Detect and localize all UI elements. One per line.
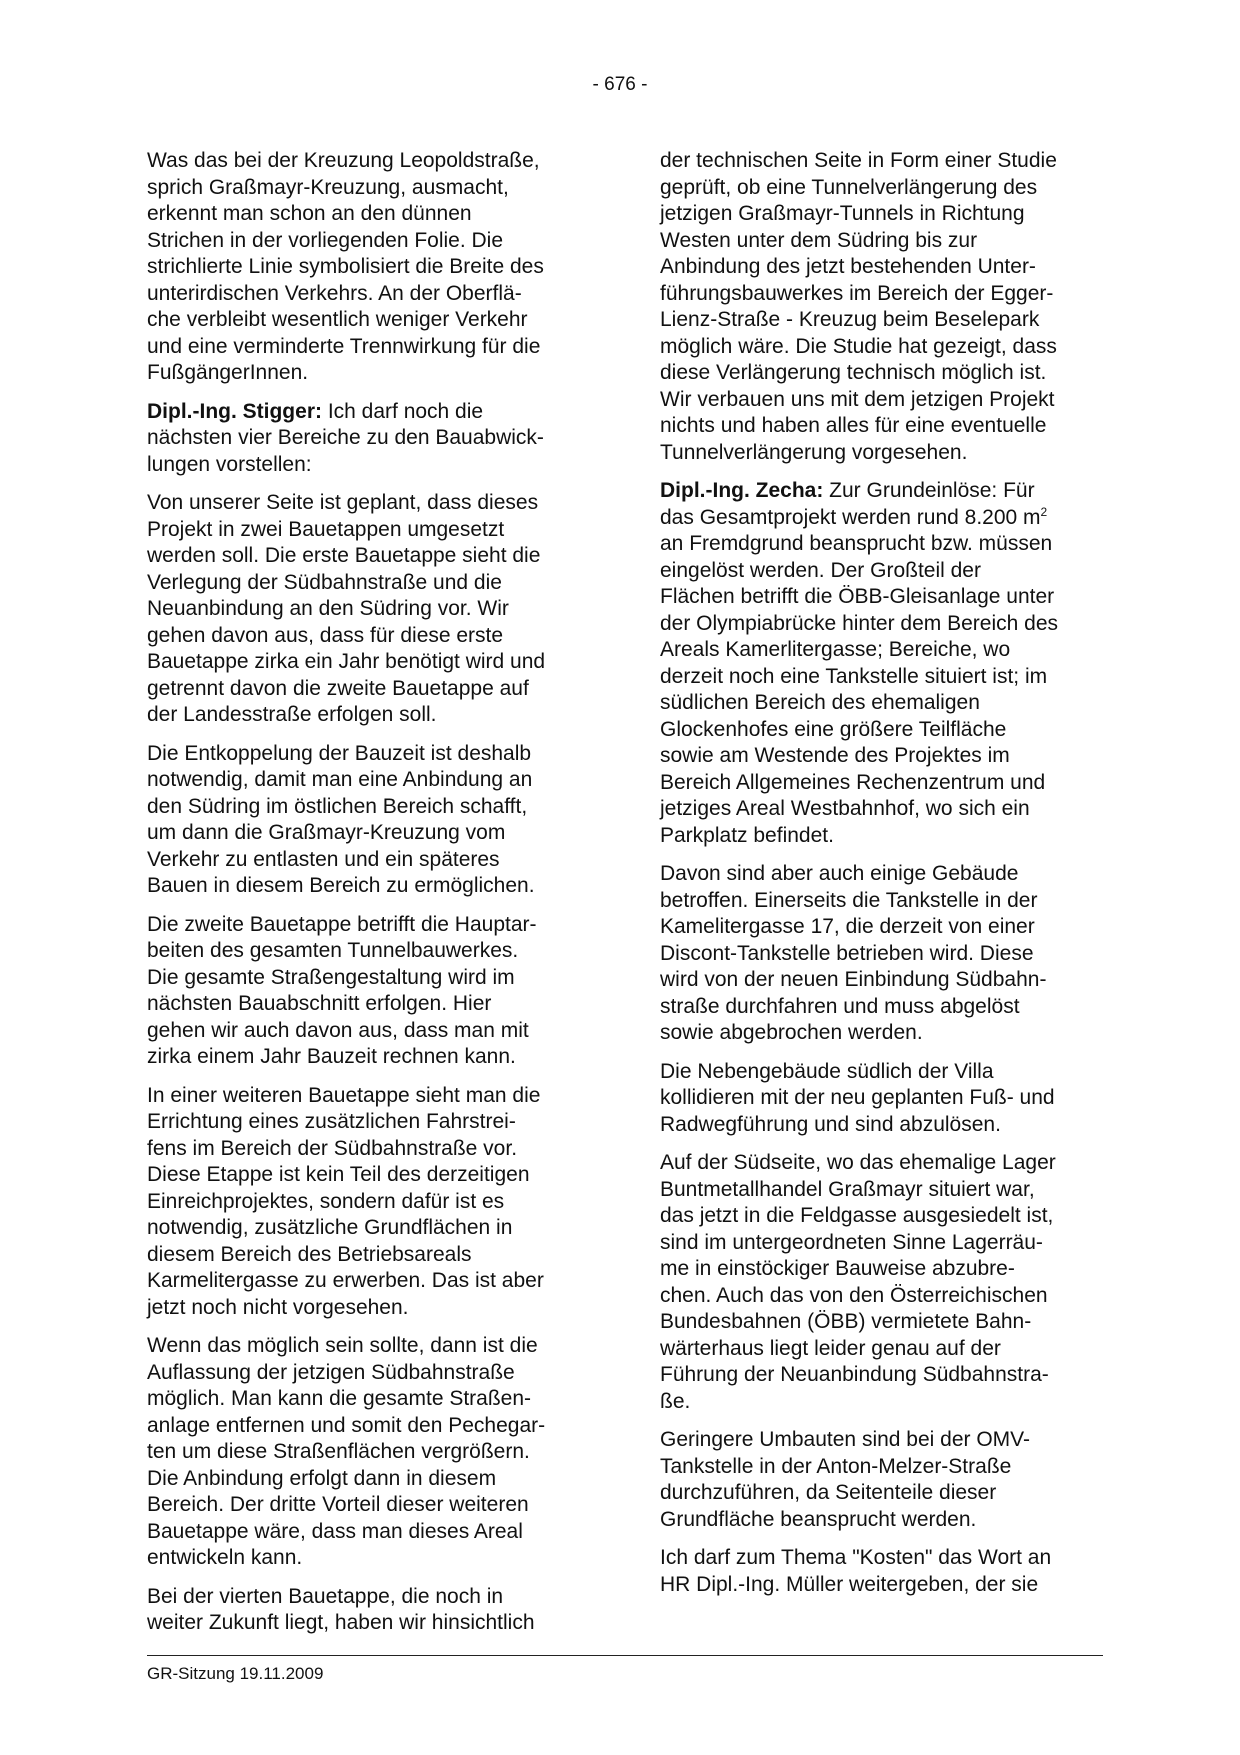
paragraph: Geringere Umbauten sind bei der OMV- Tankstelle in der Anton-Melzer-Straße durchzuführen, da Seitenteile dieser Grundfläche beansprucht werden. bbox=[660, 1428, 1031, 1531]
paragraph bbox=[147, 399, 589, 479]
paragraph: Wenn das möglich sein sollte, dann ist die Auflassung der jetzigen Südbahnstraße möglich. Man kann die gesamte Straßen- anlage entfernen und somit den Pechegar- ten um diese Straßenflächen vergrößern. Die Anbindung erfolgt dann in diesem Bereich. Der dritte Vorteil dieser weiteren Bauetappe wäre, dass man dieses Areal entwickeln kann. bbox=[147, 1334, 546, 1569]
paragraph bbox=[660, 478, 1102, 849]
paragraph: Die Entkoppelung der Bauzeit ist deshalb notwendig, damit man eine Anbindung an den Südring im östlichen Bereich schafft, um dann die Graßmayr-Kreuzung vom Verkehr zu entlasten und ein späteres Bauen in diesem Bereich zu ermöglichen. bbox=[147, 741, 535, 897]
paragraph-text: Zur Grundeinlöse: Für das Gesamtprojekt werden rund 8.200 m bbox=[660, 479, 1041, 529]
paragraph: Die Nebengebäude südlich der Villa kollidieren mit der neu geplanten Fuß- und Radwegführung und sind abzulösen. bbox=[660, 1059, 1055, 1136]
paragraph: In einer weiteren Bauetappe sieht man die Errichtung eines zusätzlichen Fahrstrei- fens im Bereich der Südbahnstraße vor. Diese Etappe ist kein Teil des derzeitigen Einreichprojektes, sondern dafür ist es notwendig, zusätzliche Grundflächen in diesem Bereich des Betriebsareals Karmelitergasse zu erwerben. Das ist aber jetzt noch nicht vorgesehen. bbox=[147, 1083, 544, 1319]
paragraph: Ich darf zum Thema "Kosten" das Wort an HR Dipl.-Ing. Müller weitergeben, der sie bbox=[660, 1546, 1052, 1596]
footer-text: GR-Sitzung 19.11.2009 bbox=[147, 1664, 324, 1683]
paragraph: Was das bei der Kreuzung Leopoldstraße, sprich Graßmayr-Kreuzung, ausmacht, erkennt man schon an den dünnen Strichen in der vorliegenden Folie. Die strichlierte Linie symbolisiert die Breite des unterirdischen Verkehrs. An der Oberflä- che verbleibt wesentlich weniger Verkehr und eine verminderte Trennwirkung für die FußgängerInnen. bbox=[147, 149, 544, 384]
page-number: - 676 - bbox=[592, 74, 648, 95]
speaker-name: Dipl.-Ing. Stigger: bbox=[147, 399, 322, 423]
paragraph: der technischen Seite in Form einer Studie geprüft, ob eine Tunnelverlängerung des jetzigen Graßmayr-Tunnels in Richtung Westen unter dem Südring bis zur Anbindung des jetzt bestehenden Unter- führungsbauwerkes im Bereich der Egger- Lienz-Straße - Kreuzug beim Beselepark möglich wäre. Die Studie hat gezeigt, dass diese Verlängerung technisch möglich ist. Wir verbauen uns mit dem jetzigen Projekt nichts und haben alles für eine eventuelle Tunnelverlängerung vorgesehen. bbox=[660, 149, 1057, 464]
paragraph: Davon sind aber auch einige Gebäude betroffen. Einerseits die Tankstelle in der Kamelitergasse 17, die derzeit von einer Discont-Tankstelle betrieben wird. Diese wird von der neuen Einbindung Südbahn- straße durchfahren und muss abgelöst sowie abgebrochen werden. bbox=[660, 862, 1047, 1044]
right-column bbox=[660, 148, 1102, 1610]
paragraph: Von unserer Seite ist geplant, dass dieses Projekt in zwei Bauetappen umgesetzt werden soll. Die erste Bauetappe sieht die Verlegung der Südbahnstraße und die Neuanbindung an den Südring vor. Wir gehen davon aus, dass für diese erste Bauetappe zirka ein Jahr benötigt wird und getrennt davon die zweite Bauetappe auf der Landesstraße erfolgen soll. bbox=[147, 491, 546, 726]
paragraph-text: an Fremdgrund beansprucht bzw. müssen eingelöst werden. Der Großteil der Flächen betrifft die ÖBB-Gleisanlage unter der Olympiabrücke hinter dem Bereich des Areals Kamerlitergasse; Bereiche, wo derzeit noch eine Tankstelle situiert ist; im südlichen Bereich des ehemaligen Glockenhofes eine größere Teilfläche sowie am Westende des Projektes im Bereich Allgemeines Rechenzentrum und jetziges Areal Westbahnhof, wo sich ein Parkplatz befindet. bbox=[660, 532, 1059, 847]
speaker-name: Dipl.-Ing. Zecha: bbox=[660, 479, 824, 502]
left-column bbox=[147, 148, 589, 1649]
footer-divider bbox=[147, 1655, 1103, 1656]
paragraph-text: Ich darf noch die nächsten vier Bereiche zu den Bauabwick- lungen vorstellen: bbox=[147, 399, 544, 476]
paragraph: Die zweite Bauetappe betrifft die Hauptar- beiten des gesamten Tunnelbauwerkes. Die gesamte Straßengestaltung wird im nächsten Bauabschnitt erfolgen. Hier gehen wir auch davon aus, dass man mit zirka einem Jahr Bauzeit rechnen kann. bbox=[147, 912, 537, 1068]
paragraph: Bei der vierten Bauetappe, die noch in weiter Zukunft liegt, haben wir hinsichtlich bbox=[147, 1584, 535, 1634]
superscript: 2 bbox=[1040, 504, 1048, 519]
paragraph: Auf der Südseite, wo das ehemalige Lager Buntmetallhandel Graßmayr situiert war, das jetzt in die Feldgasse ausgesiedelt ist, sind im untergeordneten Sinne Lagerräu- me in einstöckiger Bauweise abzubre- chen. Auch das von den Österreichischen Bundesbahnen (ÖBB) vermietete Bahn- wärterhaus liegt leider genau auf der Führung der Neuanbindung Südbahnstra- ße. bbox=[660, 1151, 1056, 1413]
